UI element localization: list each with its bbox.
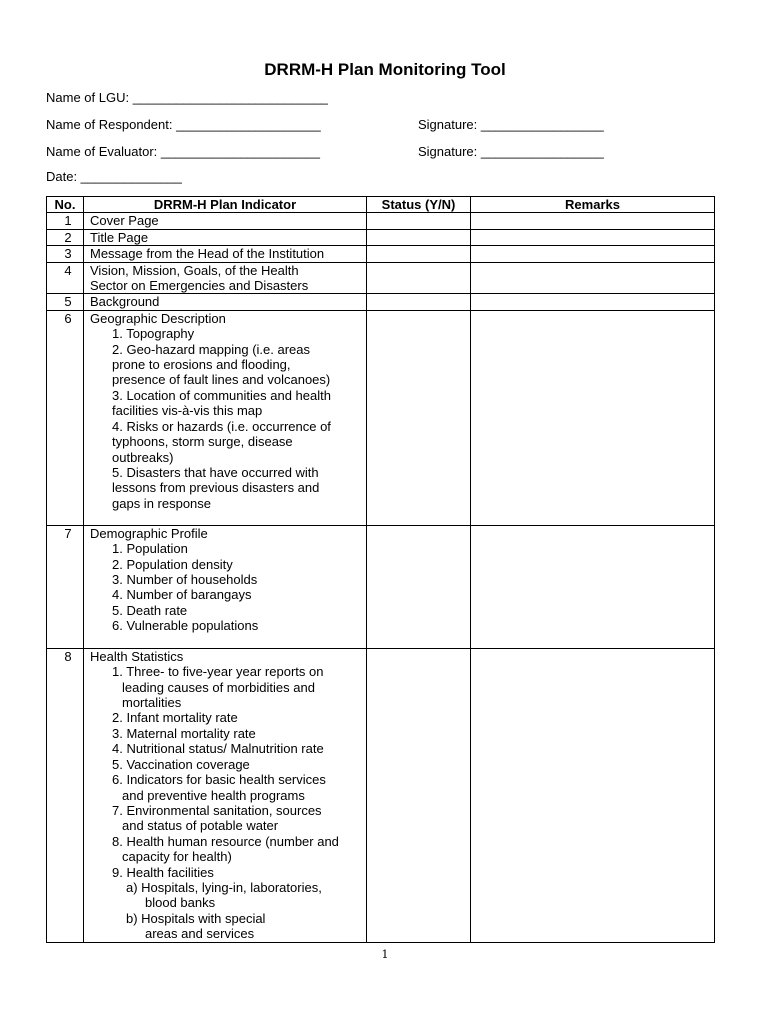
indicator-item: 4. Risks or hazards (i.e. occurrence of	[112, 418, 331, 434]
row-number: 6	[47, 310, 84, 525]
evaluator-field: Name of Evaluator: ______________________	[46, 144, 320, 159]
indicator-subitem: a) Hospitals, lying-in, laboratories,	[126, 879, 322, 895]
remarks-cell[interactable]	[471, 229, 715, 245]
row-indicator: Cover Page	[84, 213, 367, 229]
indicator-item: 2. Population density	[112, 556, 233, 572]
indicator-item: 3. Maternal mortality rate	[112, 725, 256, 741]
remarks-cell[interactable]	[471, 310, 715, 525]
indicator-subitem: b) Hospitals with special	[126, 910, 266, 926]
indicator-item: presence of fault lines and volcanoes)	[112, 372, 331, 388]
row-number: 3	[47, 246, 84, 262]
indicator-subitem: blood banks	[145, 895, 216, 911]
lgu-field: Name of LGU: ___________________________	[46, 90, 328, 105]
row-indicator	[84, 310, 367, 525]
status-cell[interactable]	[367, 294, 471, 310]
indicator-subitem: areas and services	[145, 926, 255, 942]
row-number: 1	[47, 213, 84, 229]
indicator-item: 1. Three- to five-year year reports on	[112, 664, 324, 680]
row-number: 8	[47, 648, 84, 942]
table-header-row	[47, 197, 715, 213]
status-cell[interactable]	[367, 213, 471, 229]
indicator-item: 7. Environmental sanitation, sources	[112, 802, 322, 818]
status-cell[interactable]	[367, 310, 471, 525]
table-row	[47, 213, 715, 229]
respondent-field: Name of Respondent: ____________________	[46, 117, 321, 132]
indicator-heading: Health Statistics	[90, 648, 184, 664]
document-title: DRRM-H Plan Monitoring Tool	[264, 60, 506, 79]
indicator-item: facilities vis-à-vis this map	[112, 403, 263, 419]
indicator-item: capacity for health)	[122, 849, 232, 865]
indicator-item: 5. Death rate	[112, 602, 188, 618]
table-row	[47, 294, 715, 310]
page-number: 1	[381, 948, 389, 961]
indicator-item: 6. Vulnerable populations	[112, 618, 259, 634]
indicator-item: outbreaks)	[112, 449, 174, 465]
indicator-heading: Geographic Description	[90, 310, 226, 326]
status-cell[interactable]	[367, 229, 471, 245]
row-number: 7	[47, 525, 84, 648]
indicator-item: 5. Vaccination coverage	[112, 756, 250, 772]
respondent-signature-field: Signature: _________________	[418, 117, 604, 132]
row-indicator: Background	[84, 294, 367, 310]
monitoring-table	[46, 196, 715, 943]
indicator-item: and preventive health programs	[122, 787, 305, 803]
indicator-item: 2. Geo-hazard mapping (i.e. areas	[112, 341, 310, 357]
indicator-item: mortalities	[122, 695, 182, 711]
row-indicator	[84, 525, 367, 648]
table-row	[47, 648, 715, 942]
indicator-item: 4. Number of barangays	[112, 587, 252, 603]
header-no: No.	[47, 197, 84, 213]
indicator-item: 6. Indicators for basic health services	[112, 772, 326, 788]
remarks-cell[interactable]	[471, 246, 715, 262]
indicator-item: 1. Population	[112, 541, 188, 557]
indicator-item: 4. Nutritional status/ Malnutrition rate	[112, 741, 324, 757]
indicator-item: 2. Infant mortality rate	[112, 710, 238, 726]
status-cell[interactable]	[367, 525, 471, 648]
row-indicator	[84, 648, 367, 942]
status-cell[interactable]	[367, 648, 471, 942]
indicator-item: 9. Health facilities	[112, 864, 214, 880]
indicator-item: 3. Number of households	[112, 572, 258, 588]
table-row	[47, 246, 715, 262]
evaluator-signature-field: Signature: _________________	[418, 144, 604, 159]
row-indicator: Title Page	[84, 229, 367, 245]
row-number: 5	[47, 294, 84, 310]
indicator-item: prone to erosions and flooding,	[112, 357, 291, 373]
status-cell[interactable]	[367, 246, 471, 262]
indicator-item: leading causes of morbidities and	[122, 679, 315, 695]
row-number: 2	[47, 229, 84, 245]
indicator-item: 3. Location of communities and health	[112, 387, 331, 403]
remarks-cell[interactable]	[471, 262, 715, 294]
header-status: Status (Y/N)	[367, 197, 471, 213]
indicator-line: Sector on Emergencies and Disasters	[90, 278, 309, 294]
table-row	[47, 310, 715, 525]
indicator-heading: Demographic Profile	[90, 525, 208, 541]
indicator-item: 1. Topography	[112, 326, 195, 342]
indicator-line: Vision, Mission, Goals, of the Health	[90, 262, 299, 278]
table-row	[47, 229, 715, 245]
indicator-item: gaps in response	[112, 495, 212, 511]
indicator-item: lessons from previous disasters and	[112, 480, 320, 496]
remarks-cell[interactable]	[471, 648, 715, 942]
date-field: Date: ______________	[46, 169, 182, 184]
indicator-item: and status of potable water	[122, 818, 279, 834]
row-indicator: Message from the Head of the Institution	[84, 246, 367, 262]
indicator-item: 5. Disasters that have occurred with	[112, 464, 319, 480]
header-remarks: Remarks	[471, 197, 715, 213]
table-row	[47, 525, 715, 648]
indicator-item: typhoons, storm surge, disease	[112, 434, 293, 450]
remarks-cell[interactable]	[471, 213, 715, 229]
remarks-cell[interactable]	[471, 294, 715, 310]
row-indicator	[84, 262, 367, 294]
indicator-item: 8. Health human resource (number and	[112, 833, 339, 849]
table-row	[47, 262, 715, 294]
row-number: 4	[47, 262, 84, 294]
remarks-cell[interactable]	[471, 525, 715, 648]
header-indicator: DRRM-H Plan Indicator	[84, 197, 367, 213]
status-cell[interactable]	[367, 262, 471, 294]
